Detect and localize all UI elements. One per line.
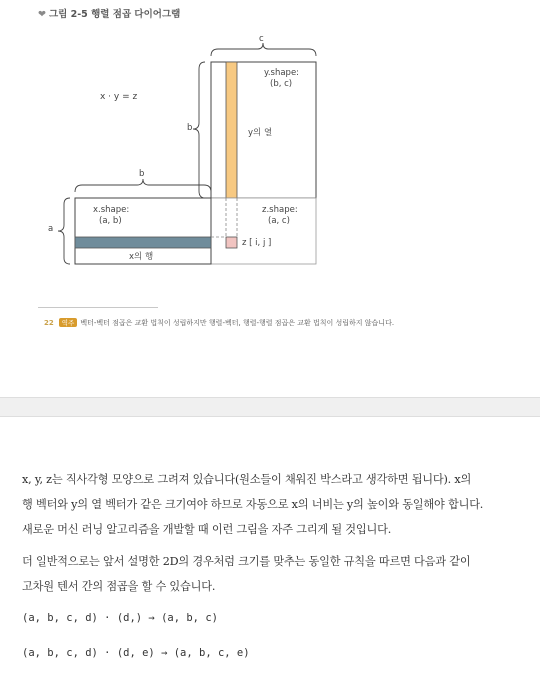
x-row-label: x의 행 — [129, 252, 154, 262]
heart-marker-icon: ❤ — [38, 9, 46, 20]
label-a: a — [48, 224, 54, 234]
y-shape-label: y.shape: — [264, 68, 300, 78]
label-c: c — [259, 34, 264, 44]
brace-b-horizontal — [75, 179, 211, 192]
y-shape-value: (b, c) — [270, 79, 293, 89]
code-example-1: (a, b, c, d) · (d,) → (a, b, c) — [22, 612, 218, 624]
footnote-number: 22 — [44, 319, 54, 327]
label-b-vertical: b — [187, 123, 193, 133]
paragraph-2 — [22, 549, 522, 599]
figure-caption-text: 그림 2-5 행렬 점곱 다이어그램 — [48, 9, 181, 20]
x-row — [75, 237, 211, 248]
paragraph-line: 새로운 머신 러닝 알고리즘을 개발할 때 이런 그림을 자주 그리게 될 것입니다. — [22, 523, 392, 536]
z-shape-value: (a, c) — [268, 216, 290, 226]
paragraph-1 — [22, 467, 522, 542]
matrix-dot-diagram — [0, 0, 540, 300]
brace-a — [58, 198, 70, 264]
brace-c — [211, 43, 316, 56]
x-shape-value: (a, b) — [99, 216, 122, 226]
paragraph-line: 더 일반적으로는 앞서 설명한 2D의 경우처럼 크기를 맞추는 동일한 규칙을 따르면 다음과 같이 — [22, 555, 471, 568]
x-shape-label: x.shape: — [93, 205, 130, 215]
footnote-divider — [38, 307, 158, 308]
footnote-text: 벡터-벡터 점곱은 교환 법칙이 성립하지만 행렬-벡터, 행렬-행렬 점곱은 교환 법칙이 성립하지 않습니다. — [80, 319, 395, 327]
y-column-label: y의 열 — [248, 128, 273, 138]
code-example-2: (a, b, c, d) · (d, e) → (a, b, c, e) — [22, 647, 250, 659]
y-column — [226, 62, 237, 198]
paragraph-line: 고차원 텐서 간의 점곱을 할 수 있습니다. — [22, 580, 216, 593]
z-cell — [226, 237, 237, 248]
footnote-tag: 역주 — [59, 318, 78, 327]
page-gap — [0, 397, 540, 417]
equation-label: x · y = z — [100, 92, 138, 102]
z-cell-label: z [ i, j ] — [242, 238, 272, 248]
paragraph-line: 행 벡터와 y의 열 벡터가 같은 크기여야 하므로 자동으로 x의 너비는 y의 높이와 동일해야 합니다. — [22, 498, 484, 511]
brace-b-vertical — [193, 62, 205, 198]
label-b-horizontal: b — [139, 169, 145, 179]
footnote — [44, 318, 394, 328]
z-shape-label: z.shape: — [262, 205, 298, 215]
paragraph-line: x, y, z는 직사각형 모양으로 그려져 있습니다(원소들이 채워진 박스라고 생각하면 됩니다). x의 — [22, 473, 472, 486]
